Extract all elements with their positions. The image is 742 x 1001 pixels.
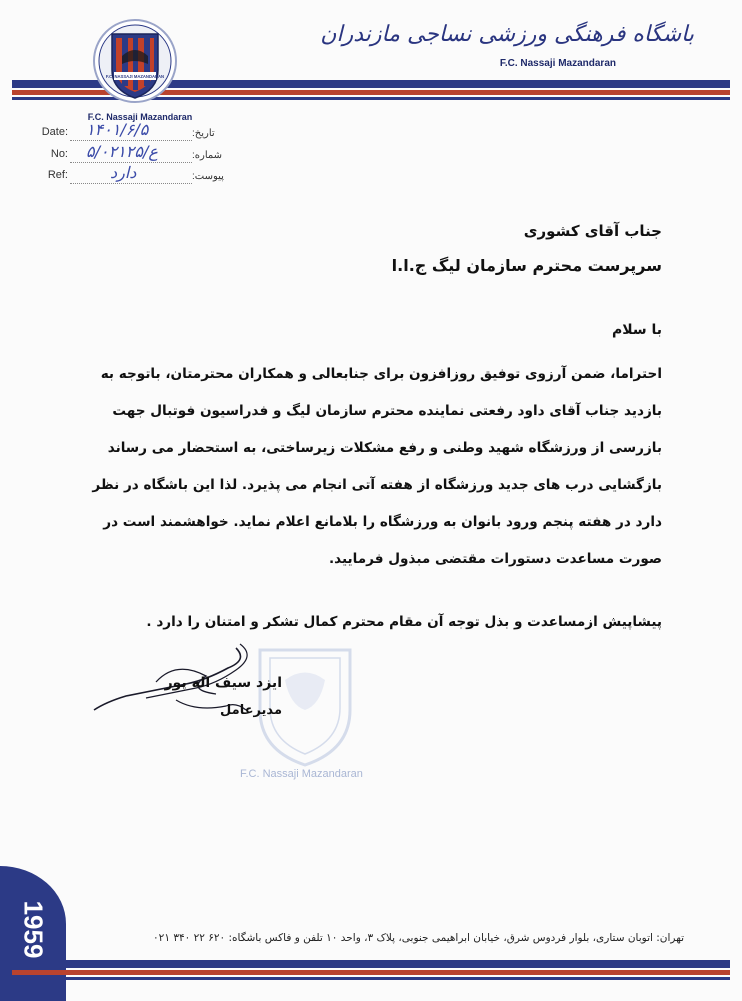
ref-value: دارد (110, 163, 137, 182)
footer-stripe-red (12, 970, 730, 975)
logo-inner-text: F.C. NASSAJI MAZANDARAN (105, 74, 165, 79)
body-line: بازگشایی درب های جدید ورزشگاه از هفته آتی انجام می پذیرد. لذا این باشگاه در نظر (92, 477, 662, 493)
body-line: بازرسی از ورزشگاه شهید وطنی و رفع مشکلات زیرساختی، به استحضار می رساند (107, 440, 662, 456)
addressee-name: جناب آقای کشوری (523, 222, 662, 240)
date-label-en: Date: (41, 126, 68, 138)
closing-line: پیشاپیش ازمساعدت و بذل توجه آن مقام محترم کمال تشکر و امتنان را دارد . (146, 614, 662, 630)
no-label-fa: شماره: (192, 150, 223, 161)
club-name-en: F.C. Nassaji Mazandaran (499, 58, 616, 69)
date-label-fa: تاریخ: (192, 128, 215, 139)
addressee-position: سرپرست محترم سازمان لیگ ج.ا.ا (391, 256, 662, 275)
ref-line (70, 183, 192, 184)
signatory-name: ایزد سیف اله پور (164, 675, 282, 691)
founding-year: 1959 (18, 900, 49, 959)
footer-address: تهران: اتوبان ستاری، بلوار فردوس شرق، خیابان ابراهیمی جنوبی، پلاک ۳، واحد ۱۰ تلفن و فاکس باشگاه: ۶۲۰ ۲۲ ۳۴۰ ۰۲۱ (153, 932, 684, 944)
greeting: با سلام (611, 322, 662, 338)
logo-caption: F.C. Nassaji Mazandaran (87, 112, 193, 122)
club-logo (92, 18, 178, 112)
footer-stripe-blue (12, 960, 730, 968)
ref-label-en: Ref: (47, 169, 68, 181)
watermark-caption: F.C. Nassaji Mazandaran (240, 768, 363, 780)
club-name-fa: باشگاه فرهنگی ورزشی نساجی مازندران (320, 22, 694, 47)
body-line: دارد در هفته پنجم ورود بانوان به ورزشگاه را بلامانع اعلام نماید. خواهشمند است در (103, 514, 662, 530)
signatory-title: مدیرعامل (220, 703, 282, 718)
footer-stripe-blue-thin (12, 977, 730, 980)
body-line: بازدید جناب آقای داود رفعتی نماینده محترم سازمان لیگ و فدراسیون فوتبال جهت (112, 403, 662, 419)
no-label-en: No: (50, 148, 68, 160)
date-line (70, 140, 192, 141)
date-value: ۱۴۰۱/۶/۵ (86, 120, 149, 139)
body-line: احتراما، ضمن آرزوی توفیق روزافزون برای جنابعالی و همکاران محترمتان، باتوجه به (100, 366, 662, 382)
letter-body (92, 356, 662, 578)
ref-label-fa: پیوست: (192, 171, 224, 182)
no-value: ۵/ع/۰۲۱۲۵ (86, 142, 158, 161)
body-line: صورت مساعدت دستورات مقتضی مبذول فرمایید. (328, 551, 662, 567)
